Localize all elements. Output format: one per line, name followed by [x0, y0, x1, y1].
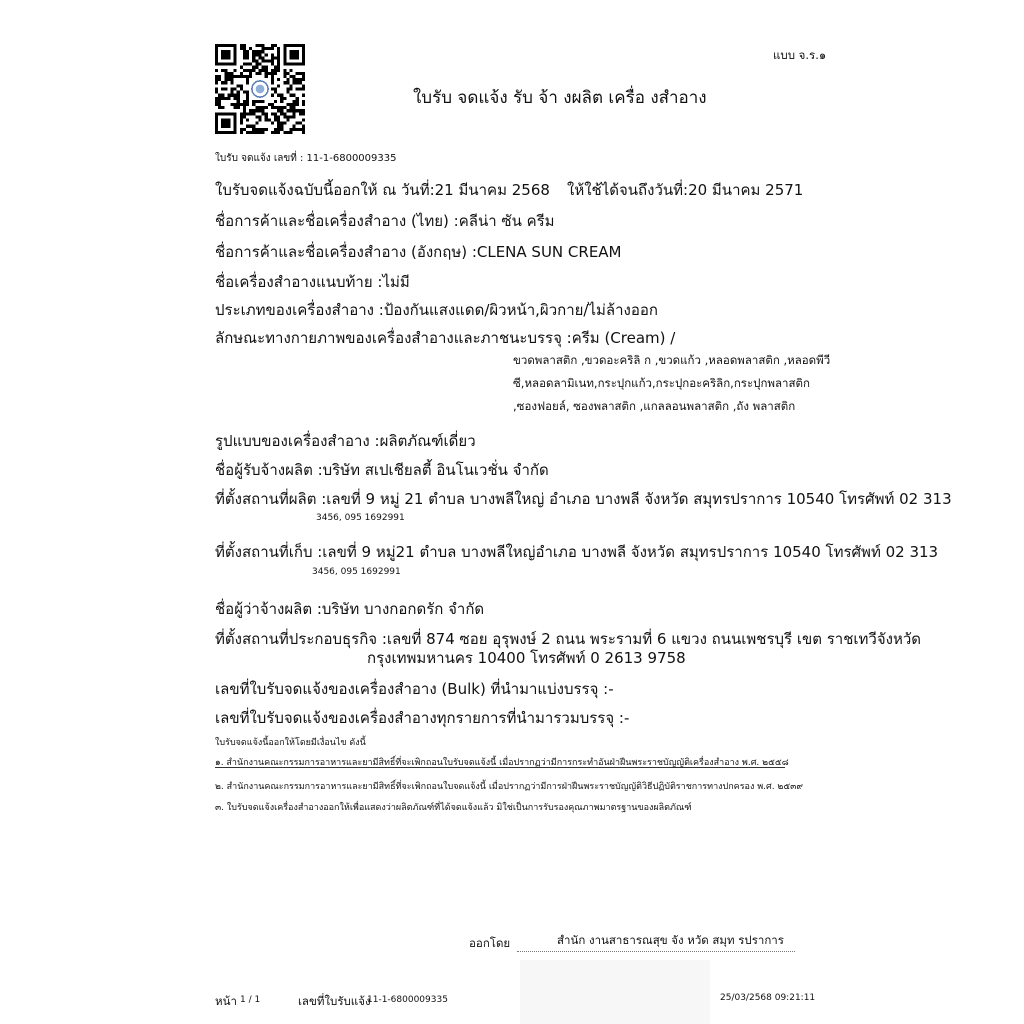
signature-stamp-area — [520, 960, 710, 1024]
footer-receipt-number: 11-1-6800009335 — [367, 995, 448, 1005]
footer-receipt-label: เลขที่ใบรับแจ้ง — [298, 994, 371, 1008]
issuer-office: สำนัก งานสาธารณสุข จัง หวัด สมุท รปราการ — [557, 933, 784, 947]
cosmetic-type: ประเภทของเครื่องสำอาง :ป้องกันแสงแดด/ผิวหน้า,ผิวกาย/ไม่ล้างออก — [215, 301, 658, 319]
issued-by-label: ออกโดย — [469, 936, 511, 950]
product-form: รูปแบบของเครื่องสำอาง :ผลิตภัณฑ์เดี่ยว — [215, 432, 476, 450]
page-number: 1 / 1 — [240, 995, 261, 1005]
issue-date: ใบรับจดแจ้งฉบับนี้ออกให้ ณ วันที่:21 มีนาคม 2568 — [215, 181, 550, 199]
page-label: หน้า — [215, 994, 237, 1008]
hirer-name: ชื่อผู้ว่าจ้างผลิต :บริษัท บางกอกดรัก จำกัด — [215, 600, 485, 618]
condition-item: ๓. ใบรับจดแจ้งเครื่องสำอางออกให้เพื่อแสดงว่าผลิตภัณฑ์ที่ได้จดแจ้งแล้ว มิใช่เป็นการรับรองคุณภาพมาตรฐานของผลิตภัณฑ์ — [215, 803, 692, 813]
printed-timestamp: 25/03/2568 09:21:11 — [720, 993, 816, 1003]
receipt-number: ใบรับ จดแจ้ง เลขที่ : 11-1-6800009335 — [215, 153, 397, 164]
conditions-title: ใบรับจดแจ้งนี้ออกให้โดยมีเงื่อนไข ดังนี้ — [215, 738, 366, 748]
factory-phone: 3456, 095 1692991 — [316, 513, 405, 523]
condition-item: ๒. สำนักงานคณะกรรมการอาหารและยามีสิทธิ์ที่จะเพิกถอนใบจดแจ้งนี้ เมื่อปรากฏว่ามีการฝ่าฝืนพระราชบัญญัติวิธีปฏิบัติราชการทางปกครอง พ.ศ. ๒๕๓๙ — [215, 782, 803, 792]
packaging-line: ซี,หลอดลามิเนท,กระปุกแก้ว,กระปุกอะคริลิก,กระปุกพลาสติก — [513, 376, 810, 390]
qr-code — [215, 44, 305, 134]
page-title: ใบรับ จดแจ้ง รับ จ้า งผลิต เครื่อ งสำอาง — [413, 88, 707, 108]
all-items-number: เลขที่ใบรับจดแจ้งของเครื่องสำอางทุกรายการที่นำมารวมบรรจุ :- — [215, 709, 630, 727]
physical-characteristics: ลักษณะทางกายภาพของเครื่องสำอางและภาชนะบรรจุ :ครีม (Cream) / — [215, 329, 676, 347]
attached-name: ชื่อเครื่องสำอางแนบท้าย :ไม่มี — [215, 273, 410, 291]
trade-name-english: ชื่อการค้าและชื่อเครื่องสำอาง (อังกฤษ) :CLENA SUN CREAM — [215, 243, 622, 261]
form-code: แบบ จ.ร.๑ — [773, 48, 827, 62]
business-address-cont: กรุงเทพมหานคร 10400 โทรศัพท์ 0 2613 9758 — [367, 649, 686, 667]
contract-manufacturer: ชื่อผู้รับจ้างผลิต :บริษัท สเปเชียลตี้ อินโนเวชั่น จำกัด — [215, 461, 549, 479]
storage-phone: 3456, 095 1692991 — [312, 567, 401, 577]
packaging-line: ขวดพลาสติก ,ขวดอะคริลิ ก ,ขวดแก้ว ,หลอดพลาสติก ,หลอดพีวี — [513, 353, 831, 367]
condition-underline — [215, 767, 785, 768]
bulk-number: เลขที่ใบรับจดแจ้งของเครื่องสำอาง (Bulk) ที่นำมาแบ่งบรรจุ :- — [215, 680, 614, 698]
condition-item: ๑. สำนักงานคณะกรรมการอาหารและยามีสิทธิ์ที่จะเพิกถอนใบรับจดแจ้งนี้ เมื่อปรากฏว่ามีการกระทำอันฝ่าฝืนพระราชบัญญัติเครื่องสำอาง พ.ศ. ๒๕๕๘ — [215, 758, 789, 768]
factory-address: ที่ตั้งสถานที่ผลิต :เลขที่ 9 หมู่ 21 ตำบล บางพลีใหญ่ อำเภอ บางพลี จังหวัด สมุทรปราการ 10540 โทรศัพท์ 02 313 — [215, 490, 952, 508]
signature-line — [517, 951, 795, 952]
business-address: ที่ตั้งสถานที่ประกอบธุรกิจ :เลขที่ 874 ซอย อุรุพงษ์ 2 ถนน พระรามที่ 6 แขวง ถนนเพชรบุรี เขต ราชเทวีจังหวัด — [215, 630, 921, 648]
trade-name-thai: ชื่อการค้าและชื่อเครื่องสำอาง (ไทย) :คลีน่า ซัน ครีม — [215, 212, 555, 230]
valid-until: ให้ใช้ได้จนถึงวันที่:20 มีนาคม 2571 — [567, 181, 804, 199]
packaging-line: ,ซองฟอยล์, ซองพลาสติก ,แกลลอนพลาสติก ,ถัง พลาสติก — [513, 399, 796, 413]
storage-address: ที่ตั้งสถานที่เก็บ :เลขที่ 9 หมู่21 ตำบล บางพลีใหญ่อำเภอ บางพลี จังหวัด สมุทรปราการ 10540 โทรศัพท์ 02 313 — [215, 543, 939, 561]
